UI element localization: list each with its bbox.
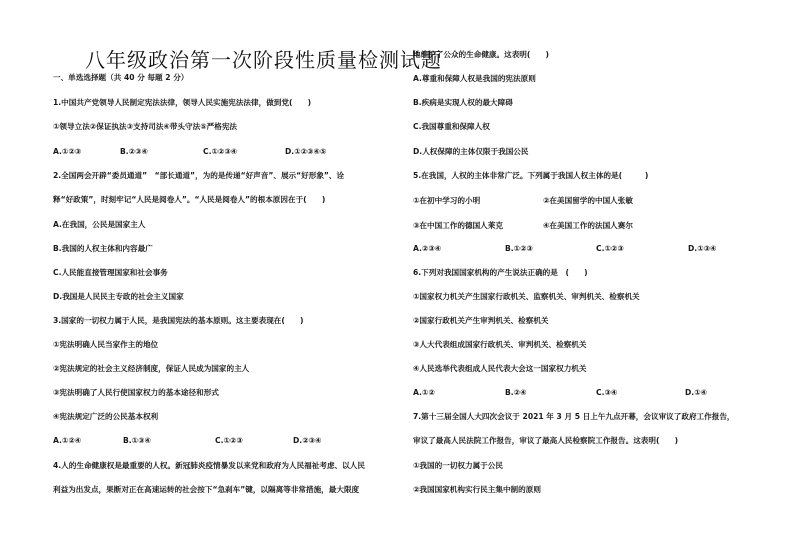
question-4-option-c: C.我国尊重和保障人权 [413,122,490,131]
question-2-stem-line2: 释“好政策”，时刻牢记“人民是阅卷人”。“人民是阅卷人”的根本原因在于( ) [53,195,326,204]
option-c: C.①②③ [215,436,243,445]
question-6-item-1: ①国家权力机关产生国家行政机关、监察机关、审判机关、检察机关 [413,292,640,301]
option-c: C.①②③ [596,244,624,253]
question-3-item-2: ②宪法规定的社会主义经济制度，保证人民成为国家的主人 [53,364,250,373]
question-5-item-3: ③在中国工作的德国人莱克 [413,221,503,230]
question-4-stem-line2: 利益为出发点，果断对正在高速运转的社会按下“急刹车”键，以隔离等非常措施，最大限度 [53,485,360,494]
question-3-item-1: ①宪法明确人民当家作主的地位 [53,340,159,349]
question-5-options [413,244,768,254]
question-4-stem-line3: 地维护了公众的生命健康。这表明( ) [413,50,550,59]
question-5-item-4: ④在美国工作的法国人赛尔 [543,221,633,230]
question-7-item-2: ②我国国家机构实行民主集中制的原则 [413,485,541,494]
section-heading: 一、单选选择题（共 40 分 每题 2 分） [53,73,189,82]
option-b: B.①②③ [505,244,533,253]
question-4-stem-line1: 4.人的生命健康权是最重要的人权。新冠肺炎疫情暴发以来党和政府为人民福祉考虑、以人民 [53,461,365,470]
question-1-items: ①领导立法②保证执法③支持司法④带头守法⑤严格宪法 [53,122,238,131]
question-2-option-a: A.在我国，公民是国家主人 [53,220,146,229]
question-2-option-c: C.人民能直接管理国家和社会事务 [53,268,168,277]
option-d: D.①④ [685,388,708,397]
question-2-stem-line1: 2.全国两会开辟“委员通道” “部长通道”，为的是传递“好声音”、展示“好形象”、诠 [53,171,345,180]
option-b: B.①③④ [123,436,151,445]
option-d: D.②③④ [293,436,322,445]
option-d: D.①③④ [688,244,717,253]
question-1-options [53,147,393,157]
question-7-stem-line2: 审议了最高人民法院工作报告，审议了最高人民检察院工作报告。这表明( ) [413,436,679,445]
question-3-options [53,436,393,446]
option-a: A.①② [413,388,435,397]
option-a: A.①②④ [53,436,82,445]
question-2-option-b: B.我国的人权主体和内容最广 [53,244,153,253]
option-c: C.③④ [596,388,618,397]
question-3-item-4: ④宪法规定广泛的公民基本权利 [53,412,159,421]
question-6-item-4: ④人民选举代表组成人民代表大会这一国家权力机关 [413,364,587,373]
question-4-option-b: B.疾病是实现人权的最大障碍 [413,98,513,107]
question-6-options [413,388,768,398]
question-3-stem: 3.国家的一切权力属于人民，是我国宪法的基本原则。这主要表现在( ) [53,316,304,325]
option-d: D.①②③④⑤ [285,147,327,156]
option-c: C.①②③④ [203,147,238,156]
question-6-item-2: ②国家行政机关产生审判机关、检察机关 [413,316,549,325]
question-5-item-2: ②在美国留学的中国人张敏 [543,196,633,205]
question-4-option-a: A.尊重和保障人权是我国的宪法原则 [413,74,536,83]
question-5-items-row1 [413,195,768,205]
question-6-stem: 6.下列对我国国家机构的产生说法正确的是 ( ) [413,268,588,277]
question-2-option-d: D.我国是人民民主专政的社会主义国家 [53,292,184,301]
question-7-stem-line1: 7.第十三届全国人大四次会议于 2021 年 3 月 5 日上午九点开幕，会议审议了政府工作报告， [413,412,735,421]
option-b: B.②③④ [120,147,148,156]
option-b: B.②④ [505,388,527,397]
question-5-items-row2 [413,220,768,230]
question-5-stem: 5.在我国，人权的主体非常广泛。下列属于我国人权主体的是( ) [413,171,649,180]
question-1-stem: 1.中国共产党领导人民制定宪法法律，领导人民实施宪法法律，做到党( ) [53,98,312,107]
option-a: A.①②③ [53,147,82,156]
question-4-option-d: D.人权保障的主体仅限于我国公民 [413,147,529,156]
question-7-item-1: ①我国的一切权力属于公民 [413,461,503,470]
question-6-item-3: ③人大代表组成国家行政机关、审判机关、检察机关 [413,340,587,349]
question-3-item-3: ③宪法明确了人民行使国家权力的基本途径和形式 [53,388,219,397]
option-a: A.②③④ [413,244,442,253]
question-5-item-1: ①在初中学习的小明 [413,196,481,205]
exam-title: 八年级政治第一次阶段性质量检测试题 [85,48,442,72]
